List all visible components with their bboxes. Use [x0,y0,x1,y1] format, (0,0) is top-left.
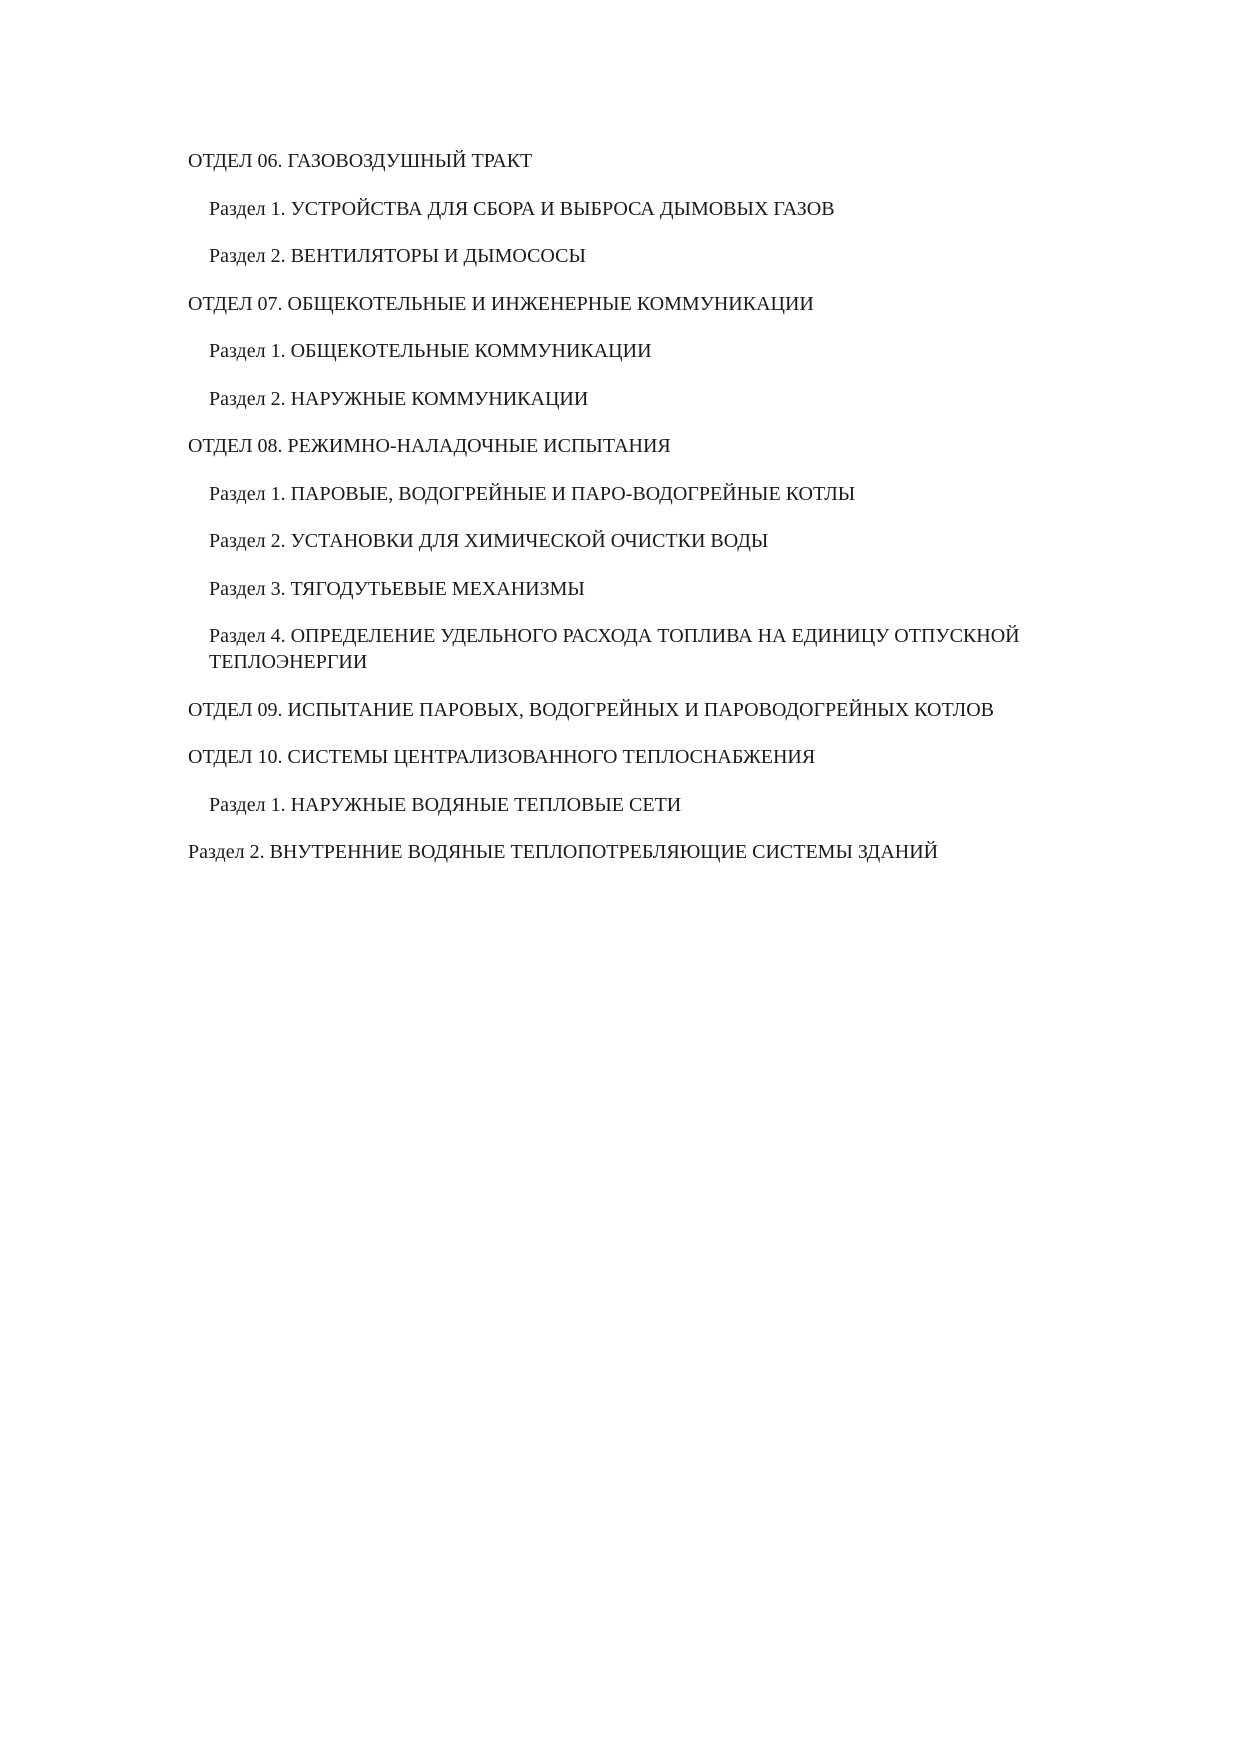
toc-entry-otdel-06[interactable]: ОТДЕЛ 06. ГАЗОВОЗДУШНЫЙ ТРАКТ [188,150,533,172]
toc-entry-otdel-08[interactable]: ОТДЕЛ 08. РЕЖИМНО-НАЛАДОЧНЫЕ ИСПЫТАНИЯ [188,435,671,457]
toc-entry-otdel-07-razdel-1[interactable]: Раздел 1. ОБЩЕКОТЕЛЬНЫЕ КОММУНИКАЦИИ [209,340,652,362]
toc-entry-otdel-07-razdel-2[interactable]: Раздел 2. НАРУЖНЫЕ КОММУНИКАЦИИ [209,387,589,410]
toc-entry-otdel-06-razdel-2[interactable]: Раздел 2. ВЕНТИЛЯТОРЫ И ДЫМОСОСЫ [209,245,586,267]
toc-entry-otdel-10[interactable]: ОТДЕЛ 10. СИСТЕМЫ ЦЕНТРАЛИЗОВАННОГО ТЕПЛОСНАБЖЕНИЯ [188,746,816,768]
toc-entry-otdel-08-razdel-1[interactable]: Раздел 1. ПАРОВЫЕ, ВОДОГРЕЙНЫЕ И ПАРО-ВОДОГРЕЙНЫЕ КОТЛЫ [209,482,856,505]
toc-entry-otdel-08-razdel-2[interactable]: Раздел 2. УСТАНОВКИ ДЛЯ ХИМИЧЕСКОЙ ОЧИСТКИ ВОДЫ [209,530,769,552]
toc-entry-otdel-09[interactable]: ОТДЕЛ 09. ИСПЫТАНИЕ ПАРОВЫХ, ВОДОГРЕЙНЫХ И ПАРОВОДОГРЕЙНЫХ КОТЛОВ [188,698,995,721]
toc-entry-otdel-10-razdel-1[interactable]: Раздел 1. НАРУЖНЫЕ ВОДЯНЫЕ ТЕПЛОВЫЕ СЕТИ [209,793,682,816]
toc-entry-otdel-08-razdel-3[interactable]: Раздел 3. ТЯГОДУТЬЕВЫЕ МЕХАНИЗМЫ [209,577,585,600]
toc-entry-otdel-10-razdel-2[interactable]: Раздел 2. ВНУТРЕННИЕ ВОДЯНЫЕ ТЕПЛОПОТРЕБЛЯЮЩИЕ СИСТЕМЫ ЗДАНИЙ [188,841,939,863]
toc-entry-otdel-07[interactable]: ОТДЕЛ 07. ОБЩЕКОТЕЛЬНЫЕ И ИНЖЕНЕРНЫЕ КОММУНИКАЦИИ [188,292,814,315]
table-of-contents [188,148,1068,887]
toc-entry-otdel-08-razdel-4[interactable]: Раздел 4. ОПРЕДЕЛЕНИЕ УДЕЛЬНОГО РАСХОДА ТОПЛИВА НА ЕДИНИЦУ ОТПУСКНОЙ ТЕПЛОЭНЕРГИИ [209,625,1020,673]
toc-entry-otdel-06-razdel-1[interactable]: Раздел 1. УСТРОЙСТВА ДЛЯ СБОРА И ВЫБРОСА ДЫМОВЫХ ГАЗОВ [209,197,835,220]
